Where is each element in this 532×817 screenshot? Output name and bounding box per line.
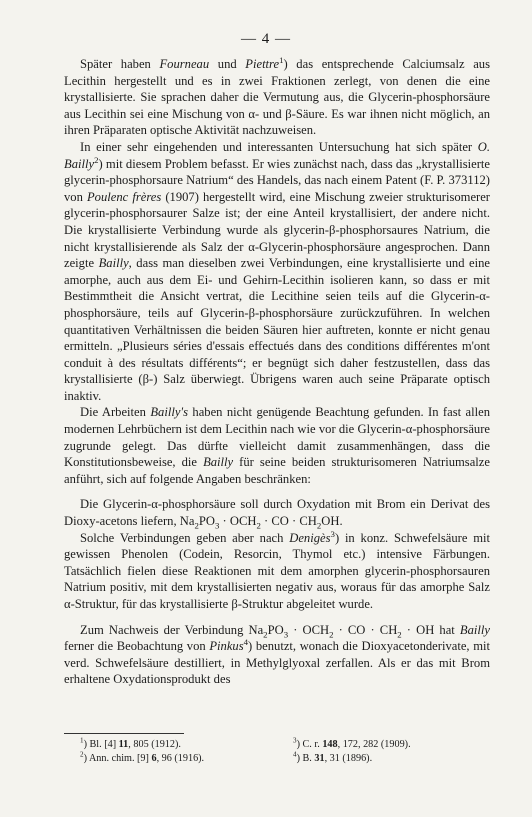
footnote-1 bbox=[80, 738, 293, 752]
subscript: 2 bbox=[397, 629, 402, 640]
italic-text: Bailly bbox=[459, 622, 490, 637]
subscript: 2 bbox=[263, 629, 268, 640]
bold-text: 31 bbox=[314, 753, 325, 764]
text-segment: , dass man dieselben zwei Verbindungen, eine krystallisierte und eine amorphe, auch aus dem Ei- und Gehirn-Lecithin isolieren kann, so dass er mit Bestimmtheit die Ansicht vertrat, die Lecithine seien teils auf die Glycerin-α-phosphorsäure, teils auf Glycerin-β-phosphorsäure zurückzuführen. In welchen quantitativen Verhältnissen die beiden Säuren hier auftreten, konnte er nicht genau ermitteln. „Plusieurs séries d'essais effectués dans des conditions différentes m'ont conduit à des résultats différents“; er begnügt sich daher festzustellen, dass das krystallisierte (β-) Salz überwiegt. Übrigens waren auch seine Präparate optisch inaktiv. bbox=[64, 256, 490, 403]
text-segment: Zum Nachweis der Verbindung Na bbox=[80, 622, 264, 637]
footnote-3 bbox=[293, 738, 480, 752]
subscript: 3 bbox=[283, 629, 289, 640]
text-segment: · OCH bbox=[288, 622, 330, 637]
text-segment: · CO · CH bbox=[260, 514, 317, 529]
footnote-2 bbox=[80, 752, 293, 766]
text-segment: Später haben bbox=[80, 57, 160, 71]
footnote-marker: 3 bbox=[330, 528, 335, 539]
footnote-marker: 4 bbox=[293, 750, 297, 759]
italic-text: O. Bailly bbox=[64, 139, 490, 171]
italic-text: Bailly's bbox=[150, 405, 189, 420]
bold-text: 6 bbox=[151, 753, 157, 764]
italic-text: Pinkus bbox=[209, 639, 244, 654]
text-segment: ) mit diesem Problem befasst. Er wies zunächst nach, dass das „krystallisierte glycerin-phosphorsaure Natrium“ des Handels, das nach einem Patent (F. P. 373112) von bbox=[64, 156, 490, 204]
italic-text: Piettre bbox=[245, 57, 280, 71]
text-segment: Solche Verbindungen geben aber nach bbox=[80, 530, 290, 545]
subscript: 2 bbox=[256, 520, 261, 531]
text-segment: PO bbox=[267, 622, 284, 637]
paragraph bbox=[64, 622, 490, 688]
subscript: 2 bbox=[329, 629, 334, 640]
text-segment: und bbox=[209, 57, 246, 71]
text-segment: ) in konz. Schwefelsäure mit gewissen Phenolen (Codein, Resorcin, Thymol etc.) intensive Färbungen. Tatsächlich fielen diese Reaktionen mit dem amorphen glycerin-phosphorsauren Natrium positiv, mit dem krystallisierten negativ aus, woraus für das amorphe Salz α-Struktur, für das krystallisierte β-Struktur abgeleitet wurde. bbox=[64, 530, 491, 611]
footnote-4 bbox=[293, 752, 480, 766]
italic-text: Fourneau bbox=[159, 57, 210, 71]
italic-text: Poulenc frères bbox=[86, 189, 162, 204]
text-segment: , 31 (1896). bbox=[324, 753, 373, 764]
footnote-marker: 2 bbox=[80, 750, 84, 759]
text-segment: ) Bl. [4] bbox=[83, 739, 119, 750]
subscript: 3 bbox=[214, 520, 220, 531]
italic-text: Denigès bbox=[289, 530, 331, 545]
footnote-marker: 1 bbox=[279, 54, 284, 65]
paragraph bbox=[64, 496, 490, 529]
text-segment: · CO · CH bbox=[333, 622, 398, 637]
footnote-marker: 3 bbox=[293, 736, 297, 745]
text-segment: ) benutzt, wonach die Dioxyacetonderivate, mit verd. Schwefelsäure destilliert, in Methylglyoxal zerfallen. Als er das mit Brom erhaltene Oxydationsprodukt des bbox=[64, 639, 490, 687]
footnote-divider bbox=[64, 733, 184, 734]
text-segment: haben nicht genügende Beachtung gefunden. In fast allen modernen Lehrbüchern ist dem Lecithin nach wie vor die Glycerin-α-phosphorsäure zugrunde gelegt. Das dürfte vielleicht damit zusammenhängen, dass die Konstitutionsbeweise, die bbox=[64, 405, 490, 470]
text-segment: ) B. bbox=[296, 753, 315, 764]
text-segment: Die Glycerin-α-phosphorsäure soll durch Oxydation mit Brom ein Derivat des Dioxy-acetons liefern, Na bbox=[64, 497, 490, 529]
text-segment: ferner die Beobachtung von bbox=[64, 639, 210, 654]
footnote-marker: 4 bbox=[243, 637, 249, 647]
text-segment: ) Ann. chim. [9] bbox=[83, 753, 152, 764]
text-segment: , 805 (1912). bbox=[128, 739, 181, 750]
subscript: 2 bbox=[316, 520, 322, 531]
text-segment: PO bbox=[198, 514, 215, 529]
text-segment: OH. bbox=[321, 514, 343, 529]
page-number: — 4 — bbox=[241, 31, 291, 47]
footnote-marker: 2 bbox=[94, 154, 99, 165]
text-segment: , 96 (1916). bbox=[156, 753, 205, 764]
body-text bbox=[64, 56, 490, 688]
text-segment: In einer sehr eingehenden und interessanten Untersuchung hat sich später bbox=[80, 139, 478, 154]
footnote-marker: 1 bbox=[80, 736, 84, 745]
paragraph bbox=[64, 139, 490, 405]
text-segment: (1907) hergestellt wird, eine Mischung zweier strukturisomerer glycerin-phosphorsaurer Salze ist; der eine Anteil krystallisiert, der andere nicht. Die krystallisierte Verbindung wurde als glycerin-β-phosphorsaures Natrium, die nicht krystallisierende als Salz der α-Glycerin-phosphorsäure angesprochen. Dann zeigte bbox=[64, 189, 491, 271]
bold-text: 11 bbox=[118, 739, 129, 750]
text-segment: · OH hat bbox=[401, 622, 460, 637]
paragraph bbox=[64, 404, 490, 487]
footnote-row bbox=[80, 752, 480, 766]
text-segment: für seine beiden strukturisomeren Natriumsalze anführt, sich auf folgende Angaben beschränken: bbox=[64, 455, 490, 486]
subscript: 2 bbox=[194, 520, 199, 531]
paragraph bbox=[64, 56, 490, 139]
bold-text: 148 bbox=[322, 739, 338, 750]
footnote-row bbox=[80, 738, 480, 752]
text-segment: ) C. r. bbox=[296, 739, 323, 750]
italic-text: Bailly bbox=[203, 455, 234, 470]
footnotes bbox=[80, 738, 480, 766]
text-segment: , 172, 282 (1909). bbox=[337, 739, 411, 750]
paragraph bbox=[64, 530, 490, 613]
text-segment: ) das entsprechende Calciumsalz aus Lecithin hergestellt und es in zwei Fraktionen zerlegt, von denen die eine krystallisierte. Sie sprachen daher die Vermutung aus, die Glycerin-phosphorsäure aus Lecithin sei eine Mischung von α- und β-Säure. Es war ihnen nicht möglich, an ihren Präparaten optische Aktivität nachzuweisen. bbox=[64, 57, 491, 138]
text-segment: · OCH bbox=[219, 514, 257, 529]
text-segment: Die Arbeiten bbox=[80, 405, 151, 420]
italic-text: Bailly bbox=[98, 256, 129, 271]
